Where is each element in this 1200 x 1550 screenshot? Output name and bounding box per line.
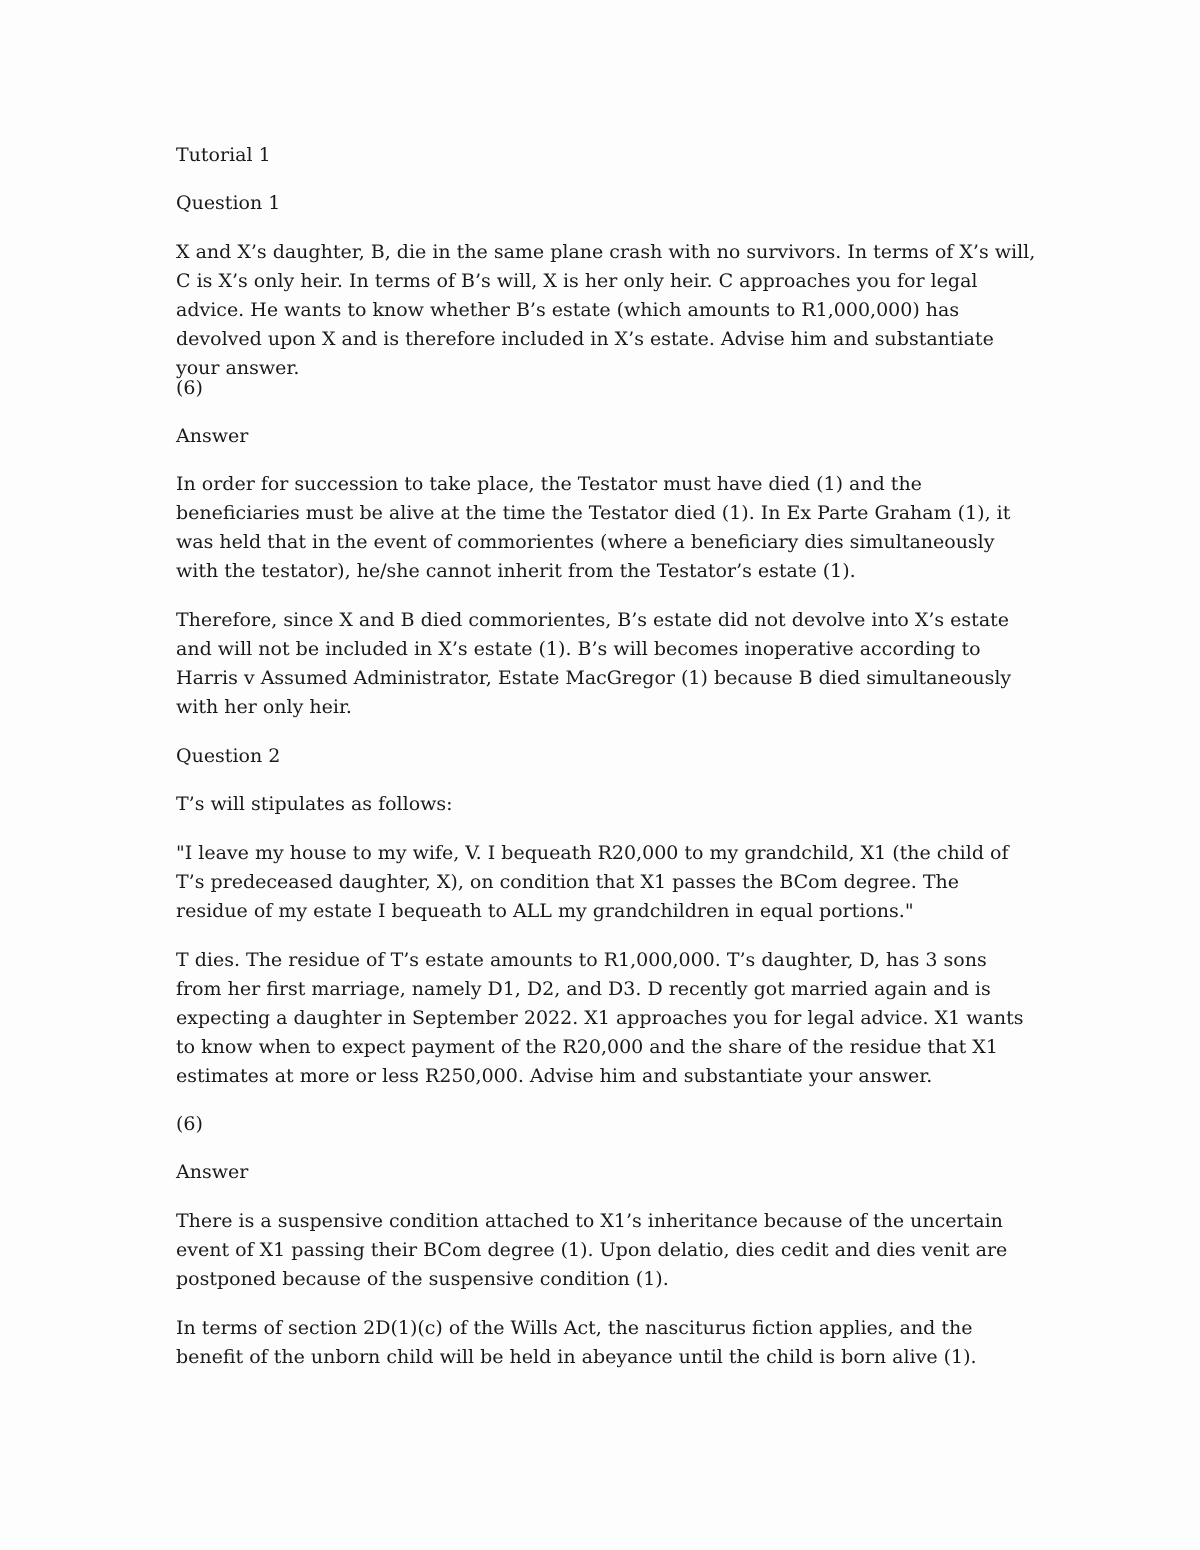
question-1-marks: (6) xyxy=(176,377,203,399)
question-2-text: T dies. The residue of T’s estate amounts to R1,000,000. T’s daughter, D, has 3 sons from her first marriage, namely D1, D2, and D3. D recently got married again and is expecting a daughter in September 2022. X1 approaches you for legal advice. X1 wants to know when to expect payment of the R20,000 and the share of the residue that X1 estimates at more or less R250,000. Advise him and substantiate your answer. xyxy=(176,949,1024,1087)
question-2-will-quote: "I leave my house to my wife, V. I bequeath R20,000 to my grandchild, X1 (the child of T’s predeceased daughter, X), on condition that X1 passes the BCom degree. The residue of my estate I bequeath to ALL my grandchildren in equal portions." xyxy=(176,842,1009,922)
question-2-answer-heading: Answer xyxy=(176,1161,249,1183)
question-2-intro: T’s will stipulates as follows: xyxy=(176,793,453,815)
question-1-text: X and X’s daughter, B, die in the same plane crash with no survivors. In terms of X’s will, C is X’s only heir. In terms of B’s will, X is her only heir. C approaches you for legal advice. He wants to know whether B’s estate (which amounts to R1,000,000) has devolved upon X and is therefore included in X’s estate. Advise him and substantiate your answer. xyxy=(176,241,1036,379)
question-1-answer-paragraph: In order for succession to take place, the Testator must have died (1) and the beneficiaries must be alive at the time the Testator died (1). In Ex Parte Graham (1), it was held that in the event of commorientes (where a beneficiary dies simultaneously with the testator), he/she cannot inherit from the Testator’s estate (1). xyxy=(176,473,1011,582)
question-1-heading: Question 1 xyxy=(176,192,281,214)
question-1-answer-paragraph: Therefore, since X and B died commorientes, B’s estate did not devolve into X’s estate and will not be included in X’s estate (1). B’s will becomes inoperative according to Harris v Assumed Administrator, Estate MacGregor (1) because B died simultaneously with her only heir. xyxy=(176,609,1012,718)
question-1-answer-heading: Answer xyxy=(176,425,249,447)
question-2-marks: (6) xyxy=(176,1113,203,1135)
question-2-answer-paragraph: There is a suspensive condition attached to X1’s inheritance because of the uncertain event of X1 passing their BCom degree (1). Upon delatio, dies cedit and dies venit are postponed because of the suspensive condition (1). xyxy=(176,1210,1008,1290)
question-2-answer-paragraph: In terms of section 2D(1)(c) of the Wills Act, the nasciturus fiction applies, and the benefit of the unborn child will be held in abeyance until the child is born alive (1). xyxy=(176,1317,977,1368)
document-title: Tutorial 1 xyxy=(176,144,271,166)
question-2-heading: Question 2 xyxy=(176,745,281,767)
